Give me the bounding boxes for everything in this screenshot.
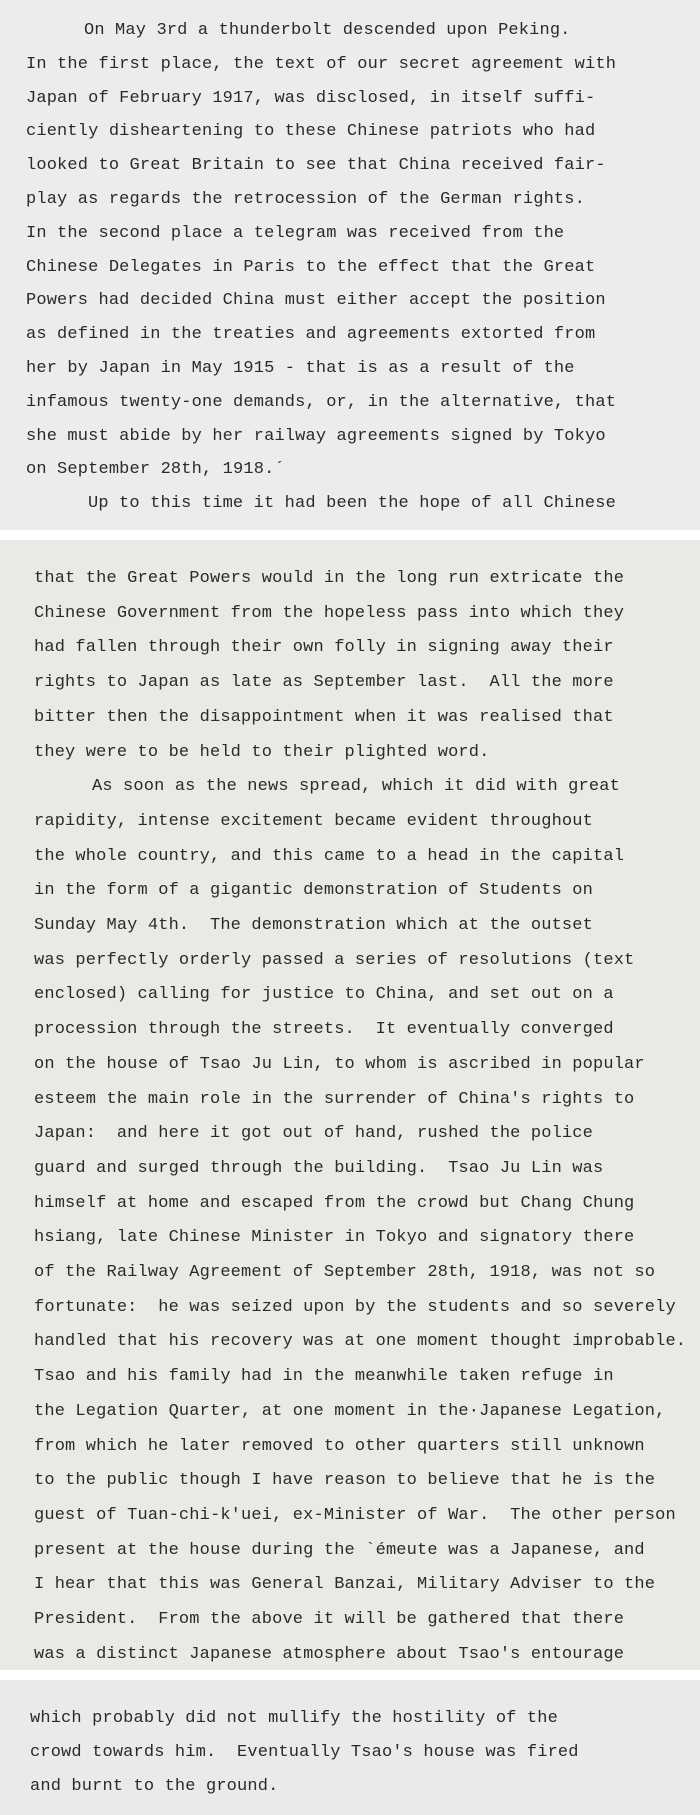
text-line: On May 3rd a thunderbolt descended upon Peking. — [84, 21, 571, 40]
text-line: in the form of a gigantic demonstration of Students on — [34, 881, 593, 901]
text-line: Sunday May 4th. The demonstration which at the outset — [34, 916, 593, 936]
text-line: was perfectly orderly passed a series of resolutions (text — [34, 950, 635, 970]
text-line: himself at home and escaped from the crowd but Chang Chung — [34, 1193, 635, 1213]
text-line: I hear that this was General Banzai, Military Adviser to the — [34, 1575, 656, 1595]
text-line: rapidity, intense excitement became evident throughout — [34, 811, 593, 831]
text-line: that the Great Powers would in the long run extricate the — [34, 569, 625, 588]
text-line: bitter then the disappointment when it was realised that — [34, 707, 614, 727]
text-line: ciently disheartening to these Chinese patriots who had — [26, 122, 596, 142]
text-line: infamous twenty-one demands, or, in the alternative, that — [26, 392, 617, 412]
document-page-2 — [0, 540, 700, 1670]
document-page-1 — [0, 0, 700, 530]
text-line: was a distinct Japanese atmosphere about Tsao's entourage — [34, 1644, 625, 1664]
text-line: enclosed) calling for justice to China, and set out on a — [34, 985, 614, 1005]
text-line: In the first place, the text of our secret agreement with — [26, 54, 617, 74]
text-line: the whole country, and this came to a head in the capital — [34, 846, 625, 866]
text-line: play as regards the retrocession of the German rights. — [26, 189, 585, 209]
text-line: Powers had decided China must either accept the position — [26, 291, 606, 311]
text-line: hsiang, late Chinese Minister in Tokyo and signatory there — [34, 1228, 635, 1248]
text-line: fortunate: he was seized upon by the students and so severely — [34, 1297, 676, 1317]
text-line: esteem the main role in the surrender of China's rights to — [34, 1089, 635, 1109]
text-line: as defined in the treaties and agreements extorted from — [26, 325, 596, 345]
text-line: looked to Great Britain to see that China received fair- — [26, 156, 606, 176]
text-line: from which he later removed to other quarters still unknown — [34, 1436, 645, 1456]
text-line: which probably did not mullify the hostility of the — [30, 1709, 558, 1728]
text-line: on the house of Tsao Ju Lin, to whom is ascribed in popular — [34, 1054, 645, 1074]
text-line: In the second place a telegram was received from the — [26, 223, 565, 243]
text-line: Chinese Government from the hopeless pass into which they — [34, 603, 625, 623]
text-line: and burnt to the ground. — [30, 1777, 279, 1796]
text-line: Tsao and his family had in the meanwhile taken refuge in — [34, 1367, 614, 1387]
text-line: Japan of February 1917, was disclosed, in itself suffi- — [26, 88, 596, 108]
text-line: President. From the above it will be gathered that there — [34, 1610, 625, 1630]
document-page-3 — [0, 1680, 700, 1815]
text-line: had fallen through their own folly in signing away their — [34, 638, 614, 658]
text-line: guard and surged through the building. Tsao Ju Lin was — [34, 1158, 604, 1178]
text-line: of the Railway Agreement of September 28th, 1918, was not so — [34, 1263, 656, 1283]
text-line: Chinese Delegates in Paris to the effect that the Great — [26, 257, 596, 277]
text-line: to the public though I have reason to believe that he is the — [34, 1471, 656, 1491]
text-line: they were to be held to their plighted word. — [34, 742, 490, 762]
text-line: procession through the streets. It eventually converged — [34, 1020, 614, 1040]
text-line: Japan: and here it got out of hand, rushed the police — [34, 1124, 593, 1144]
text-line: the Legation Quarter, at one moment in the·Japanese Legation, — [34, 1401, 666, 1421]
text-line: crowd towards him. Eventually Tsao's house was fired — [30, 1743, 579, 1762]
text-line: handled that his recovery was at one moment thought improbable. — [34, 1332, 687, 1352]
text-line: rights to Japan as late as September last. All the more — [34, 673, 614, 693]
text-line: guest of Tuan-chi-k'uei, ex-Minister of War. The other person — [34, 1505, 676, 1525]
text-line: Up to this time it had been the hope of all Chinese — [88, 494, 616, 514]
text-line: she must abide by her railway agreements signed by Tokyo — [26, 426, 606, 446]
text-line: her by Japan in May 1915 - that is as a result of the — [26, 358, 575, 378]
text-line: As soon as the news spread, which it did with great — [92, 777, 620, 797]
text-line: on September 28th, 1918.´ — [26, 460, 285, 480]
text-line: present at the house during the `émeute was a Japanese, and — [34, 1540, 645, 1560]
